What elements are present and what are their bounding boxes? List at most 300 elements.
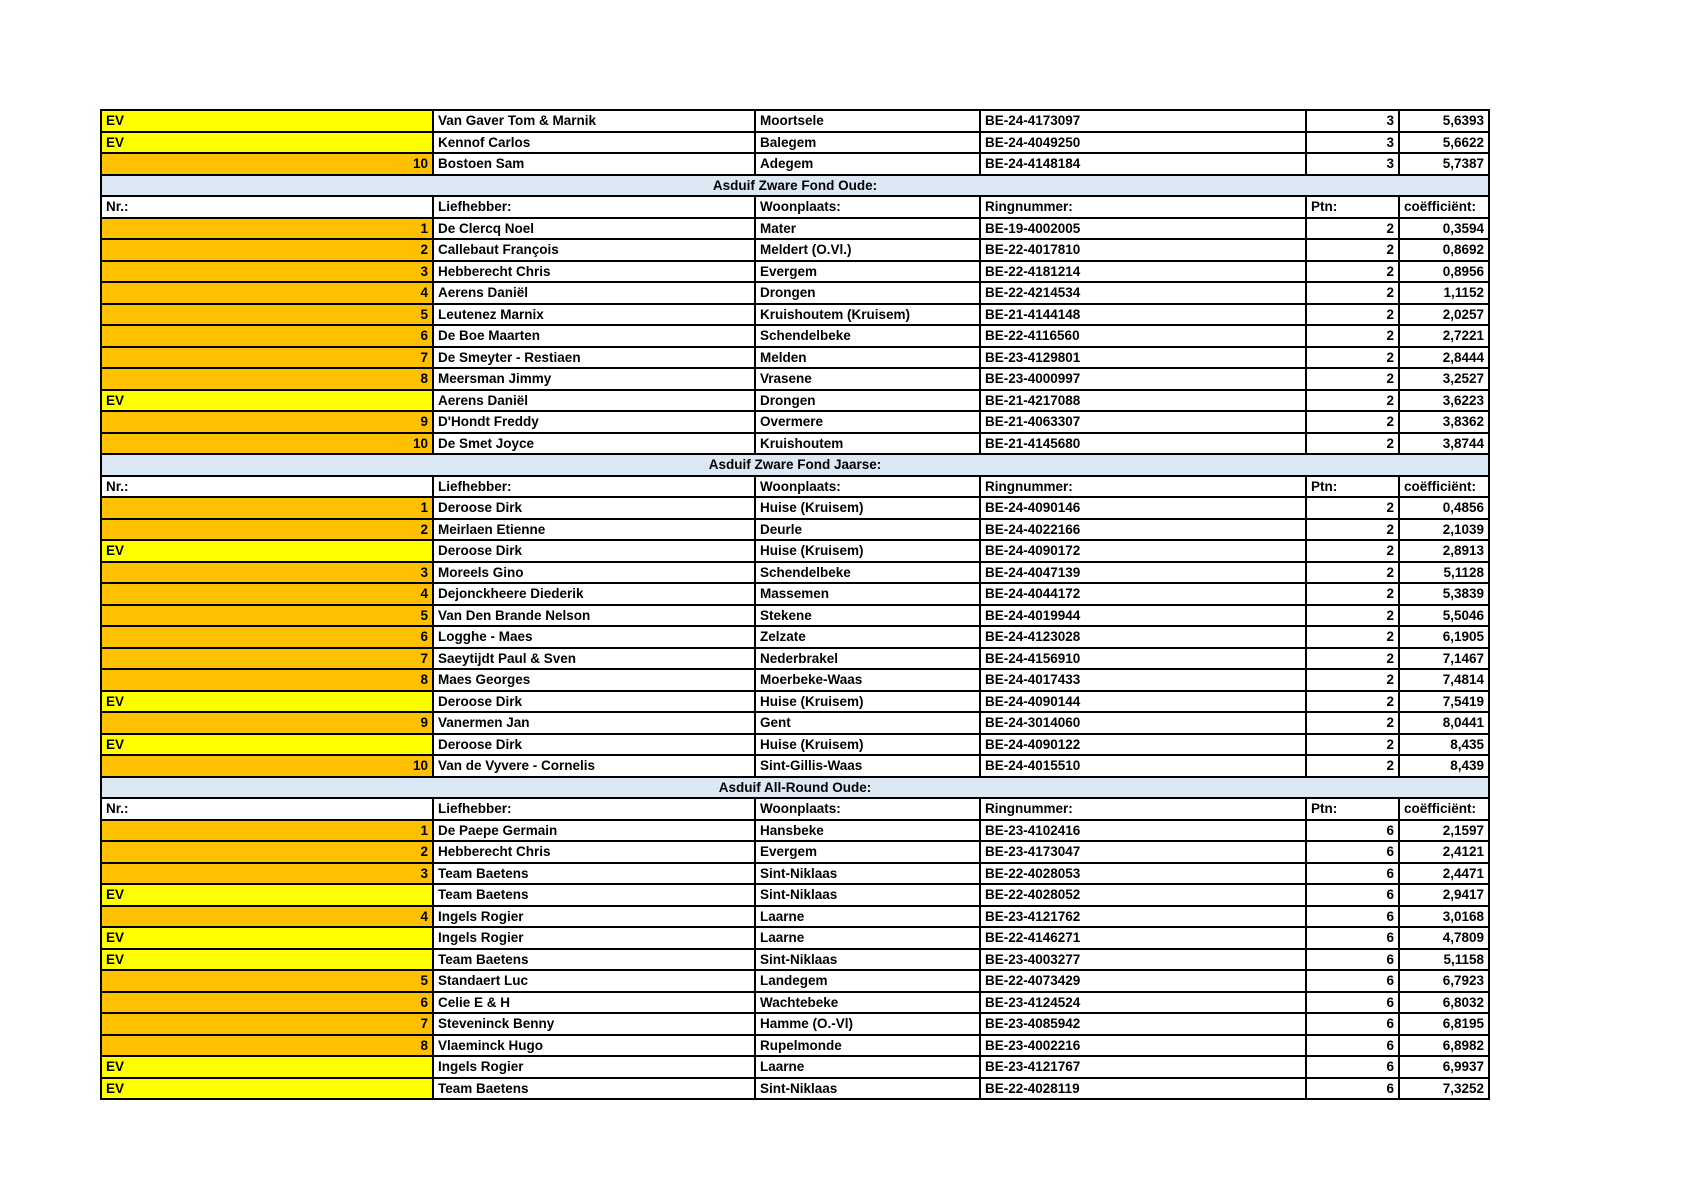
cell-nr: 5 xyxy=(101,970,433,992)
cell-ringnummer: BE-24-4044172 xyxy=(980,583,1306,605)
cell-ringnummer: BE-24-4022166 xyxy=(980,519,1306,541)
table-row xyxy=(101,497,1489,519)
table-row xyxy=(101,820,1489,842)
cell-ptn: 2 xyxy=(1306,368,1399,390)
cell-liefhebber: Ingels Rogier xyxy=(433,1056,755,1078)
table-row xyxy=(101,540,1489,562)
cell-liefhebber: Saeytijdt Paul & Sven xyxy=(433,648,755,670)
cell-nr: EV xyxy=(101,110,433,132)
cell-liefhebber: Meirlaen Etienne xyxy=(433,519,755,541)
cell-woonplaats: Nederbrakel xyxy=(755,648,980,670)
cell-woonplaats: Mater xyxy=(755,218,980,240)
cell-ptn: 2 xyxy=(1306,734,1399,756)
cell-nr: 8 xyxy=(101,669,433,691)
table-row xyxy=(101,863,1489,885)
cell-ptn: 6 xyxy=(1306,1013,1399,1035)
cell-ptn: 2 xyxy=(1306,218,1399,240)
cell-nr: EV xyxy=(101,884,433,906)
results-table-body xyxy=(101,110,1489,1099)
cell-coefficient: 0,3594 xyxy=(1399,218,1489,240)
table-row xyxy=(101,132,1489,154)
cell-woonplaats: Laarne xyxy=(755,906,980,928)
cell-liefhebber: Kennof Carlos xyxy=(433,132,755,154)
column-header-row xyxy=(101,476,1489,498)
cell-coefficient: 7,4814 xyxy=(1399,669,1489,691)
cell-nr: 5 xyxy=(101,304,433,326)
cell-ptn: 6 xyxy=(1306,1056,1399,1078)
cell-liefhebber: Van de Vyvere - Cornelis xyxy=(433,755,755,777)
cell-ptn: 6 xyxy=(1306,927,1399,949)
cell-nr: 7 xyxy=(101,648,433,670)
cell-ringnummer: BE-24-4090172 xyxy=(980,540,1306,562)
cell-nr: 3 xyxy=(101,261,433,283)
cell-ringnummer: BE-21-4144148 xyxy=(980,304,1306,326)
cell-coefficient: 8,439 xyxy=(1399,755,1489,777)
cell-liefhebber: Bostoen Sam xyxy=(433,153,755,175)
cell-ringnummer: BE-22-4028053 xyxy=(980,863,1306,885)
cell-woonplaats: Schendelbeke xyxy=(755,325,980,347)
table-row xyxy=(101,325,1489,347)
cell-coefficient: 6,8195 xyxy=(1399,1013,1489,1035)
cell-nr: EV xyxy=(101,540,433,562)
table-row xyxy=(101,304,1489,326)
cell-liefhebber: Logghe - Maes xyxy=(433,626,755,648)
cell-woonplaats: Huise (Kruisem) xyxy=(755,734,980,756)
cell-ringnummer: BE-24-4019944 xyxy=(980,605,1306,627)
cell-woonplaats: Evergem xyxy=(755,841,980,863)
cell-ptn: 2 xyxy=(1306,712,1399,734)
cell-woonplaats: Sint-Niklaas xyxy=(755,1078,980,1100)
cell-ptn: 3 xyxy=(1306,153,1399,175)
cell-coefficient: 2,4121 xyxy=(1399,841,1489,863)
cell-coefficient: 6,8032 xyxy=(1399,992,1489,1014)
cell-woonplaats: Sint-Niklaas xyxy=(755,949,980,971)
cell-woonplaats: Moerbeke-Waas xyxy=(755,669,980,691)
cell-nr: 9 xyxy=(101,411,433,433)
table-row xyxy=(101,992,1489,1014)
section-title-row xyxy=(101,175,1489,197)
table-row xyxy=(101,884,1489,906)
cell-ringnummer: BE-23-4124524 xyxy=(980,992,1306,1014)
column-header-coefficient: coëfficiënt: xyxy=(1399,196,1489,218)
cell-liefhebber: Callebaut François xyxy=(433,239,755,261)
cell-ringnummer: BE-22-4028119 xyxy=(980,1078,1306,1100)
cell-ringnummer: BE-21-4217088 xyxy=(980,390,1306,412)
column-header-row xyxy=(101,798,1489,820)
cell-woonplaats: Landegem xyxy=(755,970,980,992)
cell-nr: EV xyxy=(101,1078,433,1100)
cell-woonplaats: Gent xyxy=(755,712,980,734)
cell-coefficient: 5,3839 xyxy=(1399,583,1489,605)
cell-coefficient: 6,1905 xyxy=(1399,626,1489,648)
cell-liefhebber: Vlaeminck Hugo xyxy=(433,1035,755,1057)
cell-ringnummer: BE-23-4121762 xyxy=(980,906,1306,928)
column-header-nr: Nr.: xyxy=(101,476,433,498)
table-row xyxy=(101,519,1489,541)
table-row xyxy=(101,691,1489,713)
cell-nr: 4 xyxy=(101,906,433,928)
cell-coefficient: 3,2527 xyxy=(1399,368,1489,390)
cell-ringnummer: BE-24-3014060 xyxy=(980,712,1306,734)
cell-ptn: 6 xyxy=(1306,820,1399,842)
table-row xyxy=(101,261,1489,283)
cell-ptn: 6 xyxy=(1306,884,1399,906)
table-row xyxy=(101,841,1489,863)
cell-nr: 6 xyxy=(101,992,433,1014)
cell-liefhebber: Leutenez Marnix xyxy=(433,304,755,326)
table-row xyxy=(101,583,1489,605)
cell-ptn: 2 xyxy=(1306,648,1399,670)
cell-ringnummer: BE-19-4002005 xyxy=(980,218,1306,240)
cell-ptn: 6 xyxy=(1306,863,1399,885)
column-header-row xyxy=(101,196,1489,218)
cell-ptn: 2 xyxy=(1306,669,1399,691)
cell-coefficient: 0,8956 xyxy=(1399,261,1489,283)
cell-ringnummer: BE-22-4073429 xyxy=(980,970,1306,992)
table-row xyxy=(101,1078,1489,1100)
table-row xyxy=(101,433,1489,455)
cell-coefficient: 3,8744 xyxy=(1399,433,1489,455)
cell-coefficient: 5,6393 xyxy=(1399,110,1489,132)
cell-liefhebber: Maes Georges xyxy=(433,669,755,691)
cell-ringnummer: BE-24-4047139 xyxy=(980,562,1306,584)
cell-ringnummer: BE-24-4090122 xyxy=(980,734,1306,756)
cell-coefficient: 2,8913 xyxy=(1399,540,1489,562)
cell-ptn: 2 xyxy=(1306,304,1399,326)
cell-liefhebber: Ingels Rogier xyxy=(433,927,755,949)
cell-woonplaats: Overmere xyxy=(755,411,980,433)
cell-woonplaats: Hansbeke xyxy=(755,820,980,842)
cell-nr: EV xyxy=(101,390,433,412)
cell-liefhebber: Aerens Daniël xyxy=(433,390,755,412)
cell-woonplaats: Vrasene xyxy=(755,368,980,390)
cell-coefficient: 3,8362 xyxy=(1399,411,1489,433)
cell-coefficient: 2,1597 xyxy=(1399,820,1489,842)
cell-coefficient: 4,7809 xyxy=(1399,927,1489,949)
cell-coefficient: 5,1158 xyxy=(1399,949,1489,971)
cell-ptn: 2 xyxy=(1306,261,1399,283)
table-row xyxy=(101,755,1489,777)
cell-liefhebber: Steveninck Benny xyxy=(433,1013,755,1035)
cell-ptn: 2 xyxy=(1306,433,1399,455)
cell-liefhebber: Team Baetens xyxy=(433,884,755,906)
cell-ptn: 2 xyxy=(1306,325,1399,347)
cell-coefficient: 2,9417 xyxy=(1399,884,1489,906)
cell-woonplaats: Huise (Kruisem) xyxy=(755,497,980,519)
table-row xyxy=(101,927,1489,949)
spreadsheet-page xyxy=(100,109,1490,1100)
cell-ringnummer: BE-24-4173097 xyxy=(980,110,1306,132)
cell-ringnummer: BE-23-4102416 xyxy=(980,820,1306,842)
cell-coefficient: 0,8692 xyxy=(1399,239,1489,261)
table-row xyxy=(101,906,1489,928)
cell-nr: 6 xyxy=(101,626,433,648)
cell-nr: EV xyxy=(101,691,433,713)
cell-liefhebber: De Paepe Germain xyxy=(433,820,755,842)
cell-coefficient: 6,9937 xyxy=(1399,1056,1489,1078)
cell-liefhebber: Celie E & H xyxy=(433,992,755,1014)
table-row xyxy=(101,1035,1489,1057)
cell-liefhebber: Van Den Brande Nelson xyxy=(433,605,755,627)
cell-coefficient: 5,7387 xyxy=(1399,153,1489,175)
cell-nr: 3 xyxy=(101,863,433,885)
cell-woonplaats: Huise (Kruisem) xyxy=(755,540,980,562)
cell-liefhebber: De Smet Joyce xyxy=(433,433,755,455)
cell-nr: 1 xyxy=(101,218,433,240)
table-row xyxy=(101,153,1489,175)
table-row xyxy=(101,1056,1489,1078)
cell-coefficient: 5,5046 xyxy=(1399,605,1489,627)
cell-woonplaats: Stekene xyxy=(755,605,980,627)
cell-ptn: 6 xyxy=(1306,1078,1399,1100)
cell-ringnummer: BE-22-4181214 xyxy=(980,261,1306,283)
cell-nr: 6 xyxy=(101,325,433,347)
cell-coefficient: 2,1039 xyxy=(1399,519,1489,541)
cell-coefficient: 2,0257 xyxy=(1399,304,1489,326)
table-row xyxy=(101,411,1489,433)
cell-woonplaats: Massemen xyxy=(755,583,980,605)
cell-ptn: 6 xyxy=(1306,949,1399,971)
cell-woonplaats: Sint-Niklaas xyxy=(755,884,980,906)
cell-liefhebber: Team Baetens xyxy=(433,1078,755,1100)
cell-ringnummer: BE-21-4063307 xyxy=(980,411,1306,433)
cell-nr: 2 xyxy=(101,841,433,863)
column-header-liefhebber: Liefhebber: xyxy=(433,476,755,498)
section-title: Asduif Zware Fond Oude: xyxy=(101,175,1489,197)
cell-ptn: 2 xyxy=(1306,347,1399,369)
cell-ringnummer: BE-22-4214534 xyxy=(980,282,1306,304)
column-header-liefhebber: Liefhebber: xyxy=(433,196,755,218)
column-header-ptn: Ptn: xyxy=(1306,798,1399,820)
cell-coefficient: 7,3252 xyxy=(1399,1078,1489,1100)
cell-nr: 2 xyxy=(101,519,433,541)
cell-coefficient: 7,1467 xyxy=(1399,648,1489,670)
table-row xyxy=(101,1013,1489,1035)
table-row xyxy=(101,368,1489,390)
column-header-coefficient: coëfficiënt: xyxy=(1399,476,1489,498)
cell-nr: 2 xyxy=(101,239,433,261)
cell-woonplaats: Kruishoutem xyxy=(755,433,980,455)
column-header-nr: Nr.: xyxy=(101,798,433,820)
cell-woonplaats: Melden xyxy=(755,347,980,369)
cell-nr: 8 xyxy=(101,1035,433,1057)
cell-nr: 10 xyxy=(101,433,433,455)
cell-ptn: 2 xyxy=(1306,239,1399,261)
cell-woonplaats: Deurle xyxy=(755,519,980,541)
section-title: Asduif Zware Fond Jaarse: xyxy=(101,454,1489,476)
cell-coefficient: 3,0168 xyxy=(1399,906,1489,928)
cell-ptn: 2 xyxy=(1306,390,1399,412)
table-row xyxy=(101,626,1489,648)
cell-coefficient: 0,4856 xyxy=(1399,497,1489,519)
cell-ringnummer: BE-23-4121767 xyxy=(980,1056,1306,1078)
cell-woonplaats: Meldert (O.Vl.) xyxy=(755,239,980,261)
cell-ptn: 2 xyxy=(1306,755,1399,777)
column-header-coefficient: coëfficiënt: xyxy=(1399,798,1489,820)
cell-ptn: 6 xyxy=(1306,992,1399,1014)
cell-ringnummer: BE-24-4123028 xyxy=(980,626,1306,648)
cell-woonplaats: Schendelbeke xyxy=(755,562,980,584)
section-title-row xyxy=(101,454,1489,476)
cell-liefhebber: Vanermen Jan xyxy=(433,712,755,734)
cell-woonplaats: Drongen xyxy=(755,390,980,412)
cell-liefhebber: Hebberecht Chris xyxy=(433,841,755,863)
cell-ringnummer: BE-22-4017810 xyxy=(980,239,1306,261)
cell-woonplaats: Moortsele xyxy=(755,110,980,132)
cell-ptn: 6 xyxy=(1306,841,1399,863)
cell-coefficient: 2,8444 xyxy=(1399,347,1489,369)
cell-ringnummer: BE-23-4002216 xyxy=(980,1035,1306,1057)
cell-ptn: 3 xyxy=(1306,110,1399,132)
column-header-ptn: Ptn: xyxy=(1306,476,1399,498)
cell-woonplaats: Laarne xyxy=(755,927,980,949)
cell-woonplaats: Rupelmonde xyxy=(755,1035,980,1057)
cell-liefhebber: Meersman Jimmy xyxy=(433,368,755,390)
column-header-nr: Nr.: xyxy=(101,196,433,218)
cell-woonplaats: Balegem xyxy=(755,132,980,154)
cell-nr: 1 xyxy=(101,497,433,519)
table-row xyxy=(101,218,1489,240)
cell-coefficient: 2,4471 xyxy=(1399,863,1489,885)
cell-ringnummer: BE-23-4173047 xyxy=(980,841,1306,863)
cell-coefficient: 7,5419 xyxy=(1399,691,1489,713)
cell-coefficient: 3,6223 xyxy=(1399,390,1489,412)
cell-ptn: 2 xyxy=(1306,626,1399,648)
cell-liefhebber: Van Gaver Tom & Marnik xyxy=(433,110,755,132)
cell-liefhebber: Deroose Dirk xyxy=(433,691,755,713)
section-title-row xyxy=(101,777,1489,799)
cell-nr: 8 xyxy=(101,368,433,390)
cell-nr: 9 xyxy=(101,712,433,734)
table-row xyxy=(101,970,1489,992)
table-row xyxy=(101,949,1489,971)
cell-liefhebber: Deroose Dirk xyxy=(433,497,755,519)
table-row xyxy=(101,239,1489,261)
table-row xyxy=(101,110,1489,132)
table-row xyxy=(101,562,1489,584)
cell-ptn: 2 xyxy=(1306,282,1399,304)
cell-nr: 4 xyxy=(101,282,433,304)
table-row xyxy=(101,734,1489,756)
table-row xyxy=(101,669,1489,691)
cell-coefficient: 8,435 xyxy=(1399,734,1489,756)
cell-liefhebber: Moreels Gino xyxy=(433,562,755,584)
cell-ptn: 2 xyxy=(1306,540,1399,562)
cell-nr: EV xyxy=(101,927,433,949)
table-row xyxy=(101,282,1489,304)
cell-nr: 10 xyxy=(101,755,433,777)
cell-nr: EV xyxy=(101,132,433,154)
section-title: Asduif All-Round Oude: xyxy=(101,777,1489,799)
cell-ringnummer: BE-23-4003277 xyxy=(980,949,1306,971)
cell-woonplaats: Wachtebeke xyxy=(755,992,980,1014)
cell-coefficient: 1,1152 xyxy=(1399,282,1489,304)
cell-nr: EV xyxy=(101,1056,433,1078)
cell-ptn: 6 xyxy=(1306,970,1399,992)
column-header-woonplaats: Woonplaats: xyxy=(755,798,980,820)
cell-ringnummer: BE-24-4017433 xyxy=(980,669,1306,691)
cell-ptn: 2 xyxy=(1306,583,1399,605)
cell-liefhebber: Ingels Rogier xyxy=(433,906,755,928)
cell-liefhebber: Aerens Daniël xyxy=(433,282,755,304)
cell-woonplaats: Huise (Kruisem) xyxy=(755,691,980,713)
column-header-woonplaats: Woonplaats: xyxy=(755,196,980,218)
cell-ptn: 2 xyxy=(1306,411,1399,433)
cell-ptn: 2 xyxy=(1306,497,1399,519)
cell-ringnummer: BE-24-4049250 xyxy=(980,132,1306,154)
cell-ptn: 2 xyxy=(1306,519,1399,541)
table-row xyxy=(101,390,1489,412)
cell-coefficient: 8,0441 xyxy=(1399,712,1489,734)
cell-liefhebber: Standaert Luc xyxy=(433,970,755,992)
cell-ringnummer: BE-22-4028052 xyxy=(980,884,1306,906)
cell-ptn: 2 xyxy=(1306,691,1399,713)
cell-ringnummer: BE-24-4156910 xyxy=(980,648,1306,670)
column-header-ringnummer: Ringnummer: xyxy=(980,476,1306,498)
cell-nr: 3 xyxy=(101,562,433,584)
cell-liefhebber: Deroose Dirk xyxy=(433,540,755,562)
cell-nr: EV xyxy=(101,734,433,756)
cell-ringnummer: BE-22-4146271 xyxy=(980,927,1306,949)
cell-ringnummer: BE-24-4090146 xyxy=(980,497,1306,519)
cell-woonplaats: Adegem xyxy=(755,153,980,175)
cell-ringnummer: BE-23-4085942 xyxy=(980,1013,1306,1035)
cell-ptn: 3 xyxy=(1306,132,1399,154)
cell-nr: 1 xyxy=(101,820,433,842)
cell-ptn: 2 xyxy=(1306,605,1399,627)
cell-nr: 5 xyxy=(101,605,433,627)
cell-liefhebber: Team Baetens xyxy=(433,863,755,885)
cell-liefhebber: Deroose Dirk xyxy=(433,734,755,756)
cell-woonplaats: Kruishoutem (Kruisem) xyxy=(755,304,980,326)
cell-ptn: 6 xyxy=(1306,1035,1399,1057)
cell-nr: 4 xyxy=(101,583,433,605)
cell-ptn: 2 xyxy=(1306,562,1399,584)
cell-nr: 10 xyxy=(101,153,433,175)
results-table xyxy=(100,109,1490,1100)
cell-liefhebber: D'Hondt Freddy xyxy=(433,411,755,433)
column-header-ringnummer: Ringnummer: xyxy=(980,196,1306,218)
cell-liefhebber: Team Baetens xyxy=(433,949,755,971)
cell-nr: 7 xyxy=(101,347,433,369)
table-row xyxy=(101,347,1489,369)
column-header-ptn: Ptn: xyxy=(1306,196,1399,218)
cell-liefhebber: Dejonckheere Diederik xyxy=(433,583,755,605)
cell-woonplaats: Laarne xyxy=(755,1056,980,1078)
cell-liefhebber: Hebberecht Chris xyxy=(433,261,755,283)
column-header-woonplaats: Woonplaats: xyxy=(755,476,980,498)
cell-coefficient: 5,6622 xyxy=(1399,132,1489,154)
cell-woonplaats: Evergem xyxy=(755,261,980,283)
cell-coefficient: 5,1128 xyxy=(1399,562,1489,584)
cell-ringnummer: BE-23-4129801 xyxy=(980,347,1306,369)
cell-woonplaats: Drongen xyxy=(755,282,980,304)
cell-liefhebber: De Smeyter - Restiaen xyxy=(433,347,755,369)
cell-woonplaats: Hamme (O.-Vl) xyxy=(755,1013,980,1035)
cell-liefhebber: De Clercq Noel xyxy=(433,218,755,240)
cell-ringnummer: BE-22-4116560 xyxy=(980,325,1306,347)
cell-nr: EV xyxy=(101,949,433,971)
cell-woonplaats: Sint-Gillis-Waas xyxy=(755,755,980,777)
cell-ptn: 6 xyxy=(1306,906,1399,928)
cell-ringnummer: BE-24-4090144 xyxy=(980,691,1306,713)
cell-woonplaats: Zelzate xyxy=(755,626,980,648)
cell-ringnummer: BE-24-4148184 xyxy=(980,153,1306,175)
cell-coefficient: 6,7923 xyxy=(1399,970,1489,992)
cell-ringnummer: BE-23-4000997 xyxy=(980,368,1306,390)
cell-ringnummer: BE-21-4145680 xyxy=(980,433,1306,455)
cell-coefficient: 2,7221 xyxy=(1399,325,1489,347)
